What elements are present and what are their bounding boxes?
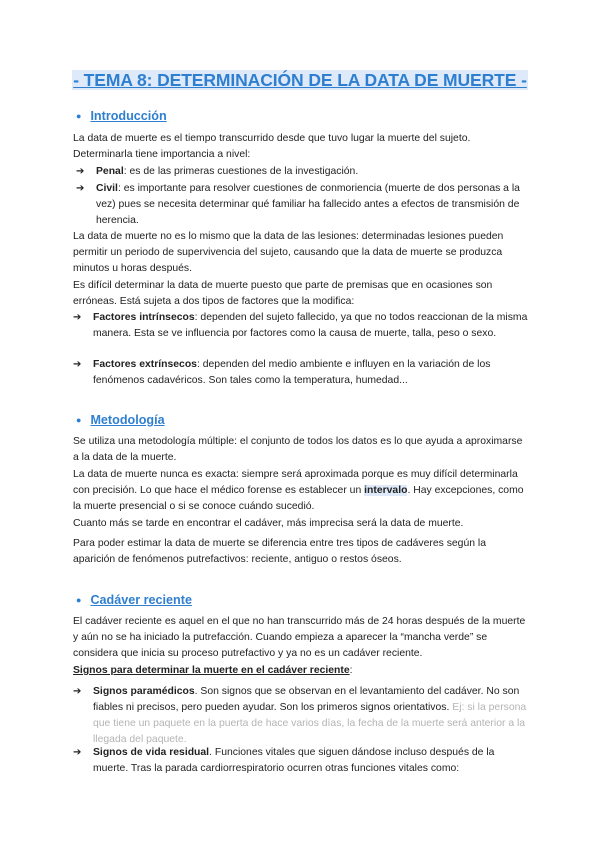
metodologia-paragraph-4: Para poder estimar la data de muerte se diferencia entre tres tipos de cadáveres según la aparición de fenómenos putrefactivos: reciente, antiguo o restos óseos. xyxy=(73,538,486,565)
list-item-signos-vida-residual: ➔ Signos de vida residual. Funciones vitales que siguen dándose incluso después de la muerte. Tras la parada cardiorrespiratorio ocurren otras funciones vitales como: xyxy=(73,747,495,774)
section-heading-cadaver-reciente: ● Cadáver reciente xyxy=(76,593,192,607)
arrow-icon: ➔ xyxy=(76,183,85,194)
arrow-icon: ➔ xyxy=(73,686,82,697)
list-item-factores-extrinsecos: ➔ Factores extrínsecos: dependen del medio ambiente e influyen en la variación de los fenómenos cadavéricos. Son tales como la temperatura, humedad... xyxy=(73,359,491,386)
bullet-icon: ● xyxy=(76,415,82,425)
metodologia-paragraph-3: Cuanto más se tarde en encontrar el cadáver, más imprecisa será la data de muerte. xyxy=(73,518,464,529)
page-title xyxy=(0,70,600,91)
intro-paragraph-2: La data de muerte no es lo mismo que la data de las lesiones: determinadas lesiones pueden permitir un periodo de supervivencia del sujeto, causando que la data de muerte se produzca minutos u horas después. xyxy=(73,231,504,274)
intro-paragraph-3: Es difícil determinar la data de muerte puesto que parte de premisas que en ocasiones son erróneas. Está sujeta a dos tipos de factores que la modifica: xyxy=(73,280,493,307)
list-item-penal: ➔ Penal: es de las primeras cuestiones de la investigación. xyxy=(76,164,531,180)
signos-subtitle: Signos para determinar la muerte en el cadáver reciente: xyxy=(73,665,353,676)
intro-paragraph-1: La data de muerte es el tiempo transcurrido desde que tuvo lugar la muerte del sujeto. Determinarla tiene importancia a nivel: xyxy=(73,133,471,160)
list-item-factores-intrinsecos: ➔ Factores intrínsecos: dependen del sujeto fallecido, ya que no todos reaccionan de la misma manera. Esta se ve influencia por factores como la causa de muerte, talla, peso o sexo. xyxy=(73,312,528,339)
metodologia-paragraph-2: La data de muerte nunca es exacta: siempre será aproximada porque es muy difícil determinarla con precisión. Lo que hace el médico forense es establecer un intervalo. Hay excepciones, como la muerte presencial o si se conoce cuándo sucedió. xyxy=(73,469,524,512)
arrow-icon: ➔ xyxy=(73,359,82,370)
reciente-paragraph-1: El cadáver reciente es aquel en el que no han transcurrido más de 24 horas después de la muerte y aún no se ha iniciado la putrefacción. Cuando empieza a aparecer la “mancha verde” se considera que inicia su proceso putrefactivo y ya no es un cadáver reciente. xyxy=(73,616,526,659)
section-heading-introduccion: ● Introducción xyxy=(76,109,167,123)
example-note: Ej: si la persona que tiene un paquete en la puerta de hace varios días, la fecha de la muerte será anterior a la llegada del paquete. xyxy=(93,702,527,745)
arrow-icon: ➔ xyxy=(73,312,82,323)
list-item-civil: ➔ Civil: es importante para resolver cuestiones de conmoriencia (muerte de dos personas a la vez) pues se necesita determinar qué familiar ha fallecido antes a efectos de transmisión de herencia. xyxy=(76,183,520,226)
title-text: - TEMA 8: DETERMINACIÓN DE LA DATA DE MUERTE - xyxy=(73,70,527,90)
section-heading-metodologia: ● Metodología xyxy=(76,413,165,427)
arrow-icon: ➔ xyxy=(76,166,85,177)
arrow-icon: ➔ xyxy=(73,747,82,758)
metodologia-paragraph-1: Se utiliza una metodología múltiple: el conjunto de todos los datos es lo que ayuda a aproximarse a la data de la muerte. xyxy=(73,436,523,463)
list-item-signos-paramedicos: ➔ Signos paramédicos. Son signos que se observan en el levantamiento del cadáver. No son fiables ni precisos, pero pueden ayudar. Son los primeros signos orientativos. Ej: si la persona que tiene un paquete en la puerta de hace varios días, la fecha de la muerte será anterior a la llegada del paquete. xyxy=(73,686,527,745)
bullet-icon: ● xyxy=(76,111,82,121)
intervalo-highlight: intervalo xyxy=(364,485,408,496)
bullet-icon: ● xyxy=(76,595,82,605)
